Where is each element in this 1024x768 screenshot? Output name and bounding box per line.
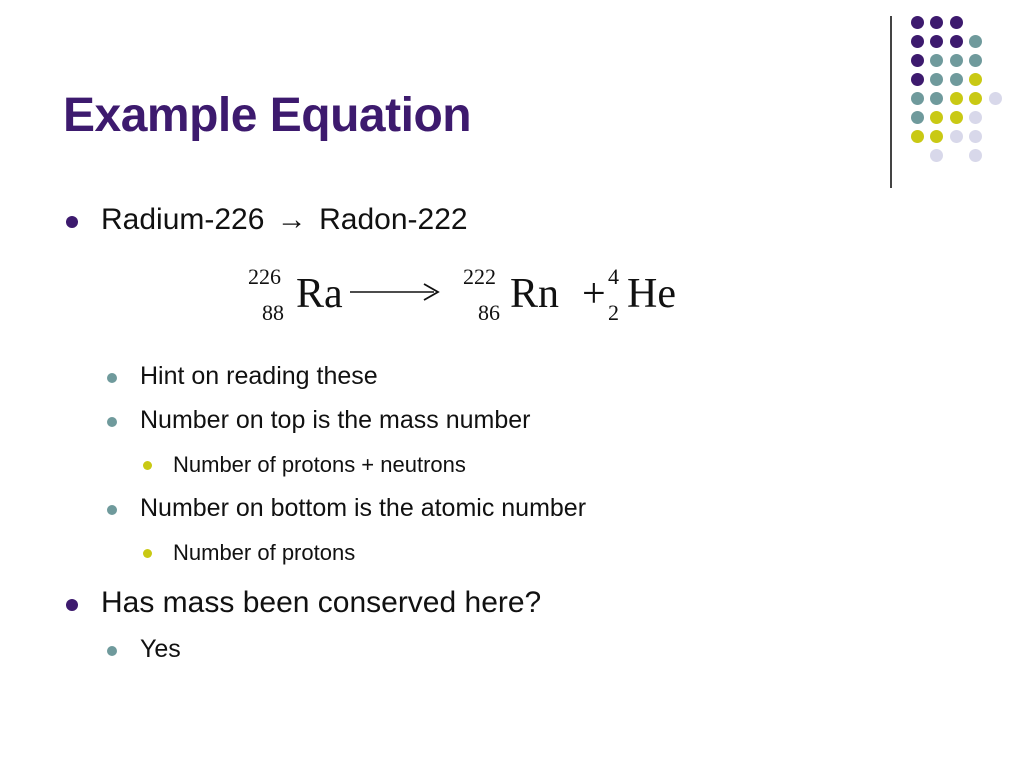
decor-dot [930, 92, 943, 105]
bullet-text: Number on bottom is the atomic number [140, 494, 587, 522]
decor-dot [930, 54, 943, 67]
decor-dot [911, 73, 924, 86]
decor-dot [930, 111, 943, 124]
decor-dot [930, 73, 943, 86]
decor-dot [950, 92, 963, 105]
he-atomic-number: 2 [608, 300, 619, 325]
decor-dot [950, 111, 963, 124]
bullet-top-detail [173, 452, 466, 478]
reaction-arrow-icon [348, 280, 442, 304]
decor-dot [911, 130, 924, 143]
ra-symbol: Ra [296, 271, 343, 317]
ra-atomic-number: 88 [262, 300, 284, 325]
decor-dot [950, 16, 963, 29]
decor-dot [969, 111, 982, 124]
bullet-text: Number on top is the mass number [140, 406, 531, 434]
decor-dot [969, 130, 982, 143]
decor-dot [989, 92, 1002, 105]
decor-dot [950, 54, 963, 67]
plus-sign: + [582, 271, 606, 317]
decor-dot [930, 130, 943, 143]
bullet-marker [107, 505, 117, 515]
bullet-marker [66, 599, 78, 611]
decor-dot [930, 16, 943, 29]
bullet-hint [140, 362, 378, 391]
bullet-marker [107, 373, 117, 383]
bullet-bottom-number [140, 494, 586, 523]
bullet-text: Has mass been conserved here? [101, 586, 542, 619]
decor-dot [911, 54, 924, 67]
decor-dot [911, 35, 924, 48]
decor-dot [969, 54, 982, 67]
bullet-top-number [140, 406, 530, 435]
decor-dot [911, 111, 924, 124]
decor-dot [969, 92, 982, 105]
bullet-text: Hint on reading these [140, 362, 378, 390]
bullet-marker [143, 549, 152, 558]
ra-mass-number: 226 [248, 264, 281, 289]
bullet-answer [140, 635, 181, 664]
bullet-text: Yes [140, 635, 181, 663]
bullet-marker [107, 417, 117, 427]
decor-dot [911, 92, 924, 105]
right-arrow-icon: → [276, 203, 307, 236]
decor-dot [950, 35, 963, 48]
reaction-from: Radium-226 [101, 203, 265, 236]
decor-dot [969, 35, 982, 48]
vertical-divider [890, 16, 892, 188]
decor-dot [950, 130, 963, 143]
slide-title: Example Equation [63, 89, 472, 142]
decor-dot [930, 149, 943, 162]
rn-atomic-number: 86 [478, 300, 500, 325]
he-mass-number: 4 [608, 264, 619, 289]
reaction-to: Radon-222 [319, 203, 468, 236]
rn-symbol: Rn [510, 271, 560, 317]
decor-dot [969, 149, 982, 162]
bullet-marker [66, 216, 78, 228]
bullet-question [101, 586, 541, 620]
bullet-text: Number of protons [173, 540, 356, 565]
rn-mass-number: 222 [463, 264, 496, 289]
decor-dot [969, 73, 982, 86]
decor-dot [911, 16, 924, 29]
bullet-marker [107, 646, 117, 656]
bullet-text: Number of protons + neutrons [173, 452, 466, 477]
he-symbol: He [627, 271, 676, 317]
bullet-reaction [101, 203, 468, 237]
bullet-marker [143, 461, 152, 470]
decor-dot [930, 35, 943, 48]
decor-dot [950, 73, 963, 86]
bullet-bottom-detail [173, 540, 355, 566]
